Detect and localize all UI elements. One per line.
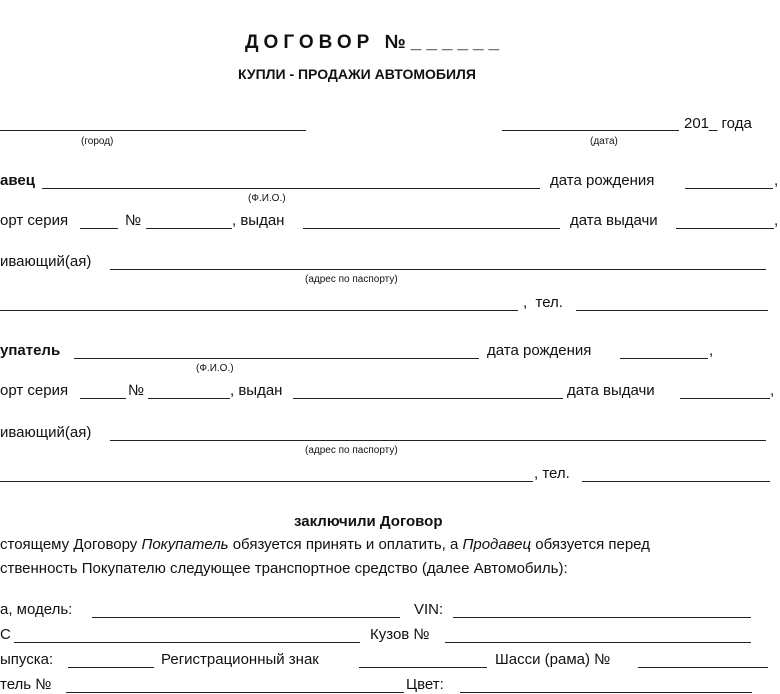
vehicle-pts-label: С xyxy=(0,626,11,643)
buyer-label: упатель xyxy=(0,342,61,359)
agreement-paragraph-1 xyxy=(0,536,650,554)
seller-fio-caption: (Ф.И.О.) xyxy=(248,193,286,204)
seller-issue-date-line[interactable] xyxy=(676,228,774,229)
seller-issue-date-label: дата выдачи xyxy=(570,212,658,229)
seller-dob-trail: , xyxy=(774,172,779,189)
vehicle-vin-label: VIN: xyxy=(414,601,444,618)
seller-phone-label: , тел. xyxy=(523,294,563,311)
agreement-text-b: обязуется принять и оплатить, а xyxy=(228,536,463,553)
document-subtitle: КУПЛИ - ПРОДАЖИ АВТОМОБИЛЯ xyxy=(238,66,476,82)
buyer-phone-label: , тел. xyxy=(534,465,570,482)
date-field-line[interactable] xyxy=(502,130,679,131)
seller-issued-label: , выдан xyxy=(232,212,285,229)
buyer-issue-trail: , xyxy=(770,382,775,399)
seller-passport-number-line[interactable] xyxy=(146,228,232,229)
vehicle-reg-label: Регистрационный знак xyxy=(161,651,319,668)
vehicle-body-line[interactable] xyxy=(445,642,751,643)
seller-passport-prefix: орт серия xyxy=(0,212,69,229)
seller-residing-label: ивающий(ая) xyxy=(0,253,92,270)
seller-passport-number-label: № xyxy=(125,212,142,229)
buyer-passport-number-line[interactable] xyxy=(148,398,230,399)
seller-phone-line[interactable] xyxy=(576,310,768,311)
vehicle-chassis-label: Шасси (рама) № xyxy=(495,651,611,668)
seller-issued-by-line[interactable] xyxy=(303,228,560,229)
buyer-address-line[interactable] xyxy=(110,440,766,441)
agreement-text-c: обязуется перед xyxy=(531,536,650,553)
seller-label: авец xyxy=(0,172,35,189)
seller-passport-series-line[interactable] xyxy=(80,228,118,229)
date-caption: (дата) xyxy=(590,136,618,147)
seller-issue-trail: , xyxy=(774,212,779,229)
buyer-fio-caption: (Ф.И.О.) xyxy=(196,363,234,374)
vehicle-year-line[interactable] xyxy=(68,667,154,668)
buyer-issue-date-line[interactable] xyxy=(680,398,770,399)
vehicle-year-label: ыпуска: xyxy=(0,651,54,668)
agreement-seller-term: Продавец xyxy=(462,536,532,553)
agreement-paragraph-2: ственность Покупателю следующее транспортное средство (далее Автомобиль): xyxy=(0,560,568,577)
vehicle-vin-line[interactable] xyxy=(453,617,751,618)
buyer-dob-line[interactable] xyxy=(620,358,708,359)
vehicle-reg-line[interactable] xyxy=(359,667,487,668)
vehicle-engine-label: тель № xyxy=(0,676,52,693)
seller-address-line[interactable] xyxy=(110,269,766,270)
vehicle-model-label: а, модель: xyxy=(0,601,73,618)
vehicle-body-label: Кузов № xyxy=(370,626,430,643)
buyer-issue-date-label: дата выдачи xyxy=(567,382,655,399)
year-text: 201_ года xyxy=(684,115,752,132)
buyer-passport-series-line[interactable] xyxy=(80,398,126,399)
vehicle-color-label: Цвет: xyxy=(406,676,444,693)
seller-address-line-2[interactable] xyxy=(0,310,518,311)
buyer-address-line-2[interactable] xyxy=(0,481,533,482)
buyer-address-caption: (адрес по паспорту) xyxy=(305,445,398,456)
agreement-heading: заключили Договор xyxy=(294,513,443,530)
agreement-buyer-term: Покупатель xyxy=(141,536,229,553)
buyer-residing-label: ивающий(ая) xyxy=(0,424,92,441)
buyer-passport-prefix: орт серия xyxy=(0,382,69,399)
vehicle-chassis-line[interactable] xyxy=(638,667,768,668)
document-title: ДОГОВОР №______ xyxy=(245,32,505,53)
buyer-phone-line[interactable] xyxy=(582,481,770,482)
buyer-issued-by-line[interactable] xyxy=(293,398,563,399)
seller-dob-line[interactable] xyxy=(685,188,773,189)
seller-address-caption: (адрес по паспорту) xyxy=(305,274,398,285)
vehicle-pts-line[interactable] xyxy=(14,642,360,643)
buyer-dob-trail: , xyxy=(709,342,714,359)
city-caption: (город) xyxy=(81,136,114,147)
city-field-line[interactable] xyxy=(0,130,306,131)
buyer-passport-number-label: № xyxy=(128,382,145,399)
buyer-issued-label: , выдан xyxy=(230,382,283,399)
buyer-fio-line[interactable] xyxy=(74,358,479,359)
vehicle-model-line[interactable] xyxy=(92,617,400,618)
seller-fio-line[interactable] xyxy=(42,188,540,189)
seller-dob-label: дата рождения xyxy=(550,172,655,189)
buyer-dob-label: дата рождения xyxy=(487,342,592,359)
agreement-text-a: стоящему Договору xyxy=(0,536,142,553)
